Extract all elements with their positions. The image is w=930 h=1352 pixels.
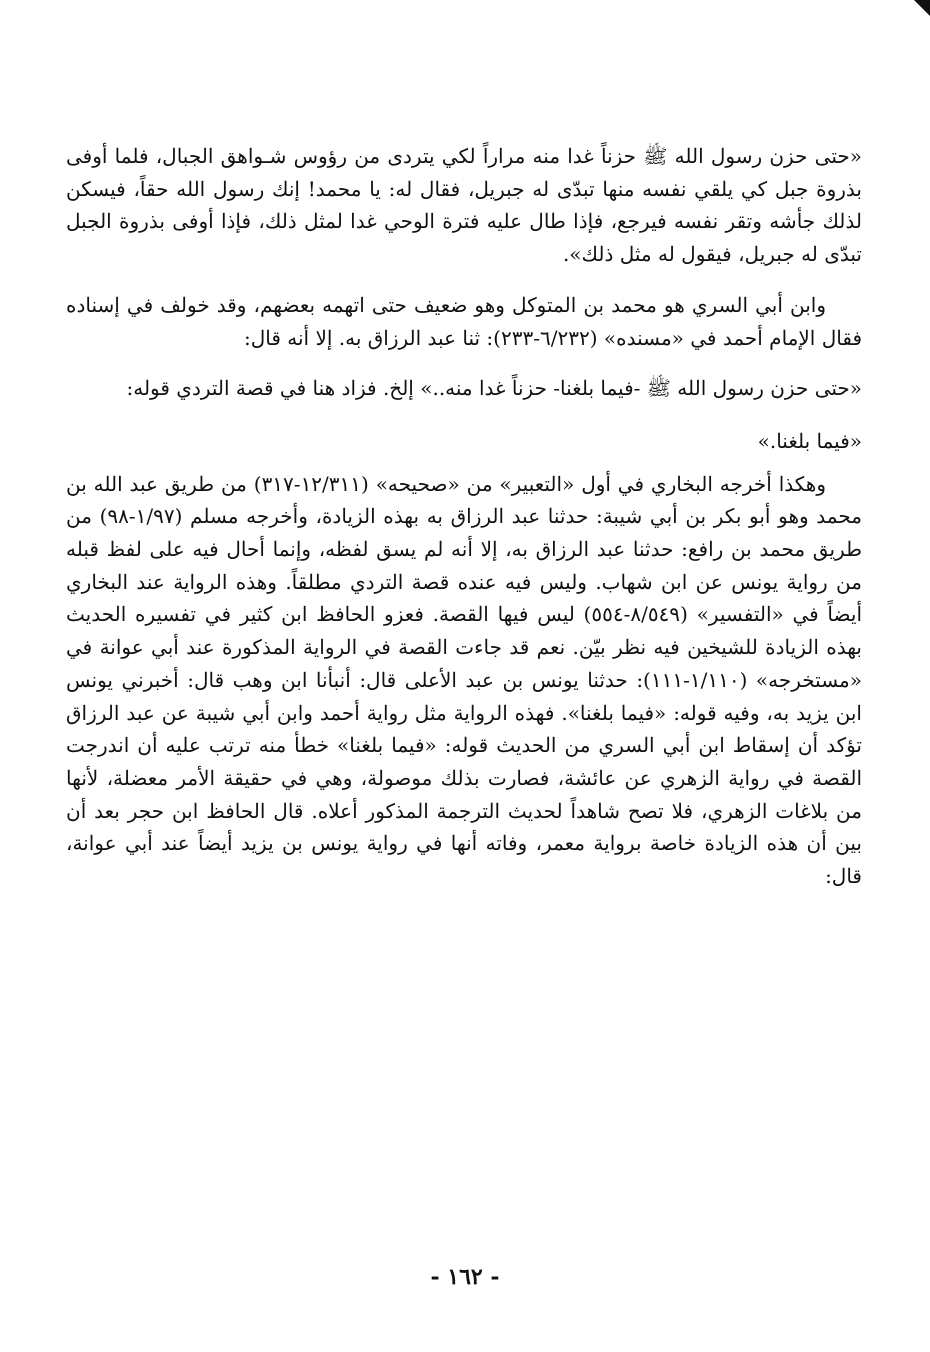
paragraph-hadith-quote: «حتى حزن رسول الله ﷺ حزناً غدا منه مراراً لكي يتردى من رؤوس شـواهق الجبال، فلما أوفى بذروة جبل كي يلقي نفسه منها تبدّى له جبريل، فقال له: يا محمد! إنك رسول الله حقاً، فيسكن لذلك جأشه وتقر نفسه فيرجع، فإذا طال عليه فترة الوحي غدا لمثل ذلك، فإذا أوفى بذروة الجبل تبدّى له جبريل، فيقول له مثل ذلك».	[66, 144, 862, 267]
paragraph-isnad-note: وابن أبي السري هو محمد بن المتوكل وهو ضعيف حتى اتهمه بعضهم، وقد خولف في إسناده فقال الإمام أحمد في «مسنده» (٦/٢٣٢-٢٣٣): ثنا عبد الرزاق به. إلا أنه قال:	[66, 292, 862, 350]
page-number: - ١٦٢ -	[430, 1264, 500, 1290]
paragraph-addition-quote: «فيما بلغنا.»	[757, 428, 862, 453]
page-body	[66, 140, 862, 893]
paragraph-takhrij: وهكذا أخرجه البخاري في أول «التعبير» من «صحيحه» (١٢/٣١١-٣١٧) من طريق عبد الله بن محمد وهو أبو بكر بن أبي شيبة: حدثنا عبد الرزاق به بهذه الزيادة، وأخرجه مسلم (١/٩٧-٩٨) من طريق محمد بن رافع: حدثنا عبد الرزاق به، إلا أنه لم يسق لفظه، وإنما أحال فيه على لفظ قبله من رواية يونس عن ابن شهاب. وليس فيه عنده قصة التردي مطلقاً. وهذه الرواية عند البخاري أيضاً في «التفسير» (٨/٥٤٩-٥٥٤) ليس فيها القصة. فعزو الحافظ ابن كثير في تفسيره الحديث بهذه الزيادة للشيخين فيه نظر بيّن. نعم قد جاءت القصة في الرواية المذكورة عند أبي عوانة في «مستخرجه» (١/١١٠-١١١): حدثنا يونس بن عبد الأعلى قال: أنبأنا ابن وهب قال: أخبرني يونس ابن يزيد به، وفيه قوله: «فيما بلغنا». فهذه الرواية مثل رواية أحمد وابن أبي شيبة عن عبد الرزاق تؤكد أن إسقاط ابن أبي السري من الحديث قوله: «فيما بلغنا» خطأ منه ترتب عليه أن اندرجت القصة في رواية الزهري عن عائشة، فصارت بذلك موصولة، وهي في حقيقة الأمر معضلة، لأنها من بلاغات الزهري، فلا تصح شاهداً لحديث الترجمة المذكور أعلاه. قال الحافظ ابن حجر بعد أن بين أن هذه الزيادة خاصة برواية معمر، وفاته أنها في رواية يونس بن يزيد أيضاً عند أبي عوانة، قال:	[66, 471, 862, 889]
corner-mark	[914, 0, 930, 16]
paragraph-ahmad-variant: «حتى حزن رسول الله ﷺ -فيما بلغنا- حزناً غدا منه..» إلخ. فزاد هنا في قصة التردي قوله:	[126, 376, 862, 401]
